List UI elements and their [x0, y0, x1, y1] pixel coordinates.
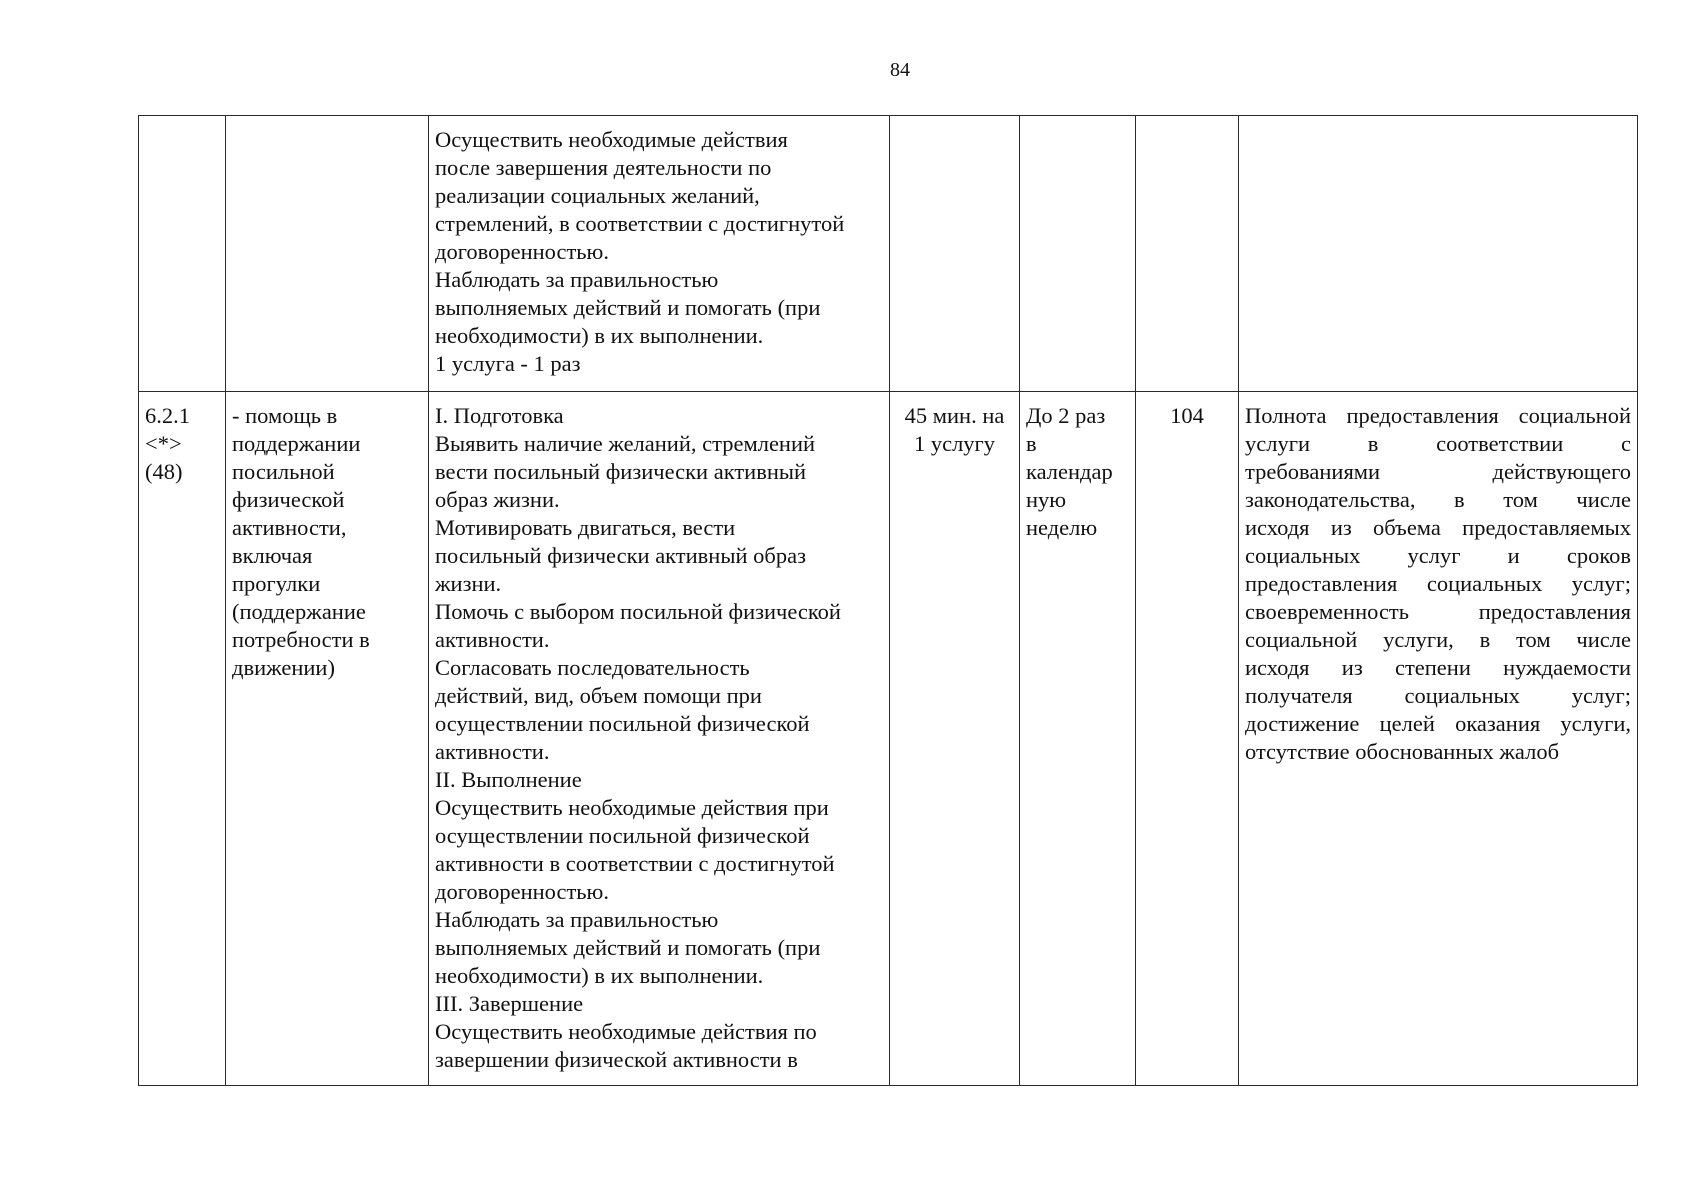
cell-frequency — [1020, 116, 1136, 392]
text-line: Осуществить необходимые действия при — [435, 795, 829, 820]
cell-time — [890, 116, 1020, 392]
text-line: после завершения деятельности по — [435, 155, 772, 180]
text-line: 6.2.1 — [145, 403, 190, 428]
cell-service-name — [226, 392, 429, 1086]
text-line: (48) — [145, 459, 183, 484]
text-line: активности. — [435, 739, 550, 764]
page-number: 84 — [890, 59, 910, 81]
text-line: действий, вид, объем помощи при — [435, 683, 762, 708]
text-line: получателя социальных услуг; — [1245, 683, 1631, 708]
cell-description — [429, 392, 890, 1086]
text-line: I. Подготовка — [435, 403, 564, 428]
text-line: Мотивировать двигаться, вести — [435, 515, 736, 540]
text-line: движении) — [232, 655, 335, 680]
text-line: жизни. — [435, 571, 502, 596]
text-line: требованиями действующего — [1245, 459, 1631, 484]
text-line: До 2 раз — [1026, 403, 1106, 428]
cell-quality — [1239, 392, 1638, 1086]
text-line: III. Завершение — [435, 991, 584, 1016]
text-line: Помочь с выбором посильной физической — [435, 599, 841, 624]
text-line: активности. — [435, 627, 550, 652]
text-line: социальной услуги, в том числе — [1245, 627, 1631, 652]
cell-code — [139, 116, 226, 392]
text-line: Полнота предоставления социальной — [1245, 403, 1631, 428]
text-line: образ жизни. — [435, 487, 560, 512]
text-line: завершении физической активности в — [435, 1047, 798, 1072]
text-line: Выявить наличие желаний, стремлений — [435, 431, 816, 456]
cell-count — [1136, 116, 1239, 392]
text-line: поддержании — [232, 431, 361, 456]
text-line: своевременность предоставления — [1245, 599, 1631, 624]
table-row — [139, 116, 1638, 392]
text-line: выполняемых действий и помогать (при — [435, 295, 821, 320]
text-line: исходя из степени нуждаемости — [1245, 655, 1631, 680]
text-line: услуги в соответствии с — [1245, 431, 1631, 456]
text-line: включая — [232, 543, 313, 568]
cell-service-name — [226, 116, 429, 392]
text-line: стремлений, в соответствии с достигнутой — [435, 211, 845, 236]
text-line: осуществлении посильной физической — [435, 711, 810, 736]
text-line: Осуществить необходимые действия — [435, 127, 788, 152]
text-line: законодательства, в том числе — [1245, 487, 1631, 512]
text-line: (поддержание — [232, 599, 366, 624]
cell-time — [890, 392, 1020, 1086]
table-row — [139, 392, 1638, 1086]
text-line: социальных услуг и сроков — [1245, 543, 1631, 568]
text-line: активности в соответствии с достигнутой — [435, 851, 835, 876]
text-line: достижение целей оказания услуги, — [1245, 711, 1631, 736]
text-line: ную — [1026, 487, 1067, 512]
text-line: посильной — [232, 459, 335, 484]
text-line: календар — [1026, 459, 1113, 484]
text-line: исходя из объема предоставляемых — [1245, 515, 1631, 540]
text-line: осуществлении посильной физической — [435, 823, 810, 848]
text-line: необходимости) в их выполнении. — [435, 323, 764, 348]
text-line: Осуществить необходимые действия по — [435, 1019, 817, 1044]
text-line: II. Выполнение — [435, 767, 582, 792]
text-line: договоренностью. — [435, 879, 609, 904]
cell-description — [429, 116, 890, 392]
text-line: предоставления социальных услуг; — [1245, 571, 1631, 596]
cell-quality — [1239, 116, 1638, 392]
text-line: отсутствие обоснованных жалоб — [1245, 739, 1560, 764]
text-line: неделю — [1026, 515, 1098, 540]
text-line: - помощь в — [232, 403, 338, 428]
text-line: физической — [232, 487, 345, 512]
text-line: в — [1026, 431, 1037, 456]
text-line: выполняемых действий и помогать (при — [435, 935, 821, 960]
text-line: Согласовать последовательность — [435, 655, 750, 680]
text-line: прогулки — [232, 571, 321, 596]
text-line: посильный физически активный образ — [435, 543, 806, 568]
text-line: Наблюдать за правильностью — [435, 907, 719, 932]
cell-frequency — [1020, 392, 1136, 1086]
text-line: необходимости) в их выполнении. — [435, 963, 764, 988]
cell-count: 104 — [1136, 392, 1239, 1086]
text-line: договоренностью. — [435, 239, 609, 264]
cell-code — [139, 392, 226, 1086]
text-line: активности, — [232, 515, 347, 540]
text-line: 1 услугу — [913, 431, 996, 456]
text-line: 45 мин. на — [904, 403, 1005, 428]
text-line: потребности в — [232, 627, 370, 652]
services-table — [138, 115, 1638, 1086]
text-line: <*> — [145, 431, 182, 456]
text-line: вести посильный физически активный — [435, 459, 807, 484]
text-line: 1 услуга - 1 раз — [435, 351, 581, 376]
text-line: Наблюдать за правильностью — [435, 267, 719, 292]
text-line: реализации социальных желаний, — [435, 183, 760, 208]
